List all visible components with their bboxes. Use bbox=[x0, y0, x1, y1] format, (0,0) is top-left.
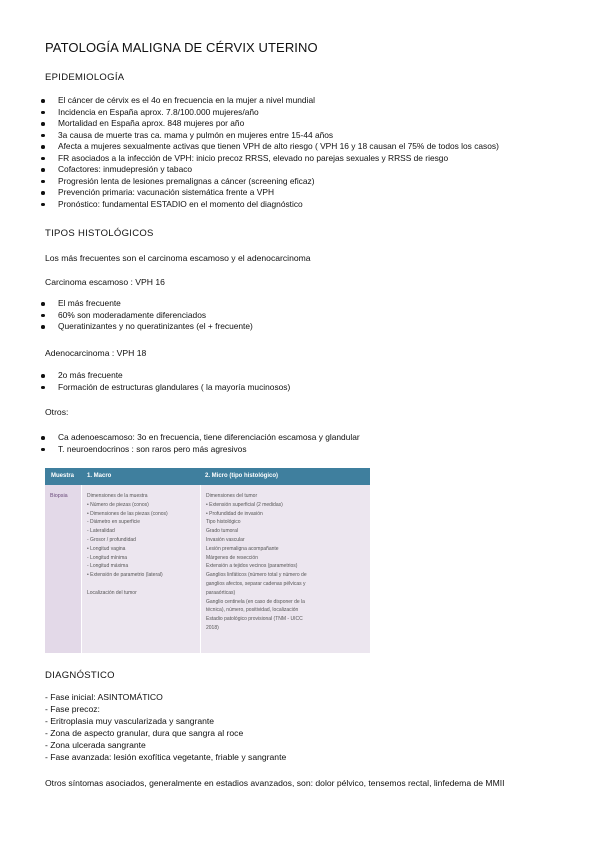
list-item: Pronóstico: fundamental ESTADIO en el momento del diagnóstico bbox=[40, 199, 499, 211]
adeno-list bbox=[40, 370, 290, 393]
table-cell: - Longitud máxima bbox=[87, 563, 129, 570]
table-cell: Invasión vascular bbox=[206, 536, 245, 543]
diagnostico-otros: Otros síntomas asociados, generalmente en estadios avanzados, son: dolor pélvico, tensemos rectal, linfedema de MMII bbox=[45, 778, 505, 788]
table-cell: Grado tumoral bbox=[206, 528, 238, 535]
list-item: - Fase inicial: ASINTOMÁTICO bbox=[45, 692, 163, 702]
table-cell: Lesión premaligna acompañante bbox=[206, 545, 279, 552]
table-header-cell: 2. Micro (tipo histológico) bbox=[205, 473, 278, 479]
table-cell: Ganglios linfáticos (número total y número de bbox=[206, 572, 307, 579]
table-cell: Dimensiones del tumor bbox=[206, 493, 258, 499]
table-cell: técnica), número, positividad, localización bbox=[206, 607, 299, 614]
table-cell: 2018) bbox=[206, 624, 219, 631]
list-item: - Eritroplasia muy vascularizada y sangrante bbox=[45, 716, 215, 726]
list-item: 2o más frecuente bbox=[40, 370, 290, 382]
table-cell: • Profundidad de invasión bbox=[206, 510, 263, 517]
document-title: PATOLOGÍA MALIGNA DE CÉRVIX UTERINO bbox=[45, 40, 318, 55]
table-divider bbox=[81, 485, 82, 653]
list-item: - Zona ulcerada sangrante bbox=[45, 740, 146, 750]
list-item: Progresión lenta de lesiones premalignas a cáncer (screening eficaz) bbox=[40, 176, 499, 188]
diagnostico-list bbox=[45, 691, 286, 763]
list-item: Cofactores: inmudepresión y tabaco bbox=[40, 164, 499, 176]
otros-label: Otros: bbox=[45, 407, 69, 417]
table-micro-column bbox=[206, 492, 307, 633]
table-header bbox=[45, 468, 370, 485]
table-cell: - Longitud mínima bbox=[87, 554, 128, 561]
list-item: - Fase precoz: bbox=[45, 704, 100, 714]
list-item: Ca adenoescamoso: 3o en frecuencia, tiene diferenciación escamosa y glandular bbox=[40, 432, 360, 444]
escamoso-list bbox=[40, 298, 253, 333]
table-cell: Tipo histológico bbox=[206, 519, 241, 526]
list-item: El cáncer de cérvix es el 4o en frecuencia en la mujer a nivel mundial bbox=[40, 95, 499, 107]
list-item: - Fase avanzada: lesión exofítica vegetante, friable y sangrante bbox=[45, 752, 287, 762]
list-item: 3a causa de muerte tras ca. mama y pulmón en mujeres entre 15-44 años bbox=[40, 130, 499, 142]
adeno-label: Adenocarcinoma : VPH 18 bbox=[45, 348, 147, 358]
table-cell: • Extensión superficial (2 medidas) bbox=[206, 501, 283, 508]
table-cell: Márgenes de resección bbox=[206, 554, 258, 561]
table-cell: - Diámetro en superficie bbox=[87, 519, 141, 526]
list-item: Prevención primaria: vacunación sistemática frente a VPH bbox=[40, 187, 499, 199]
table-macro-column bbox=[87, 492, 168, 598]
table-cell: - Grosor / profundidad bbox=[87, 536, 136, 543]
table-cell: Estadio patológico provisional (TNM - UICC bbox=[206, 616, 303, 623]
biopsy-table-image bbox=[45, 468, 370, 653]
table-cell: - Lateralidad bbox=[87, 528, 115, 535]
list-item: El más frecuente bbox=[40, 298, 253, 310]
table-row-label: Biopsia bbox=[50, 493, 68, 499]
table-cell bbox=[87, 580, 168, 589]
list-item: Afecta a mujeres sexualmente activas que tienen VPH de alto riesgo ( VPH 16 y 18 causan el 75% de todos los casos) bbox=[40, 141, 499, 153]
table-cell: • Extensión de parametrio (lateral) bbox=[87, 572, 163, 579]
list-item: Formación de estructuras glandulares ( la mayoría mucinosos) bbox=[40, 382, 290, 394]
table-header-cell: Muestra bbox=[51, 473, 75, 479]
table-cell: Dimensiones de la muestra bbox=[87, 493, 148, 499]
table-cell: paraaórticas) bbox=[206, 589, 236, 596]
table-cell: Localización del tumor bbox=[87, 589, 137, 596]
epidemiologia-list bbox=[40, 95, 499, 210]
table-cell: Ganglio centinela (en caso de disponer de la bbox=[206, 598, 305, 605]
list-item: FR asociados a la infección de VPH: inicio precoz RRSS, elevado no parejas sexuales y RRSS de riesgo bbox=[40, 153, 499, 165]
otros-list bbox=[40, 432, 360, 455]
list-item: Incidencia en España aprox. 7.8/100.000 mujeres/año bbox=[40, 107, 499, 119]
table-row-label-column bbox=[45, 485, 81, 653]
escamoso-label: Carcinoma escamoso : VPH 16 bbox=[45, 277, 165, 287]
list-item: Queratinizantes y no queratinizantes (el + frecuente) bbox=[40, 321, 253, 333]
table-cell: • Número de piezas (conos) bbox=[87, 501, 149, 508]
list-item: - Zona de aspecto granular, dura que sangra al roce bbox=[45, 728, 244, 738]
table-cell: • Dimensiones de las piezas (conos) bbox=[87, 510, 168, 517]
list-item: 60% son moderadamente diferenciados bbox=[40, 310, 253, 322]
heading-epidemiologia: EPIDEMIOLOGÍA bbox=[45, 72, 125, 83]
table-cell: • Longitud vagina bbox=[87, 545, 126, 552]
tipos-intro: Los más frecuentes son el carcinoma escamoso y el adenocarcinoma bbox=[45, 253, 311, 263]
heading-diagnostico: DIAGNÓSTICO bbox=[45, 670, 115, 681]
table-header-cell: 1. Macro bbox=[87, 473, 112, 479]
table-cell: Extensión a tejidos vecinos (parametrios) bbox=[206, 563, 298, 570]
heading-tipos-histologicos: TIPOS HISTOLÓGICOS bbox=[45, 228, 154, 239]
table-divider bbox=[200, 485, 201, 653]
list-item: Mortalidad en España aprox. 848 mujeres por año bbox=[40, 118, 499, 130]
list-item: T. neuroendocrinos : son raros pero más agresivos bbox=[40, 444, 360, 456]
table-cell: ganglios afectos, separar cadenas pélvicas y bbox=[206, 580, 306, 587]
